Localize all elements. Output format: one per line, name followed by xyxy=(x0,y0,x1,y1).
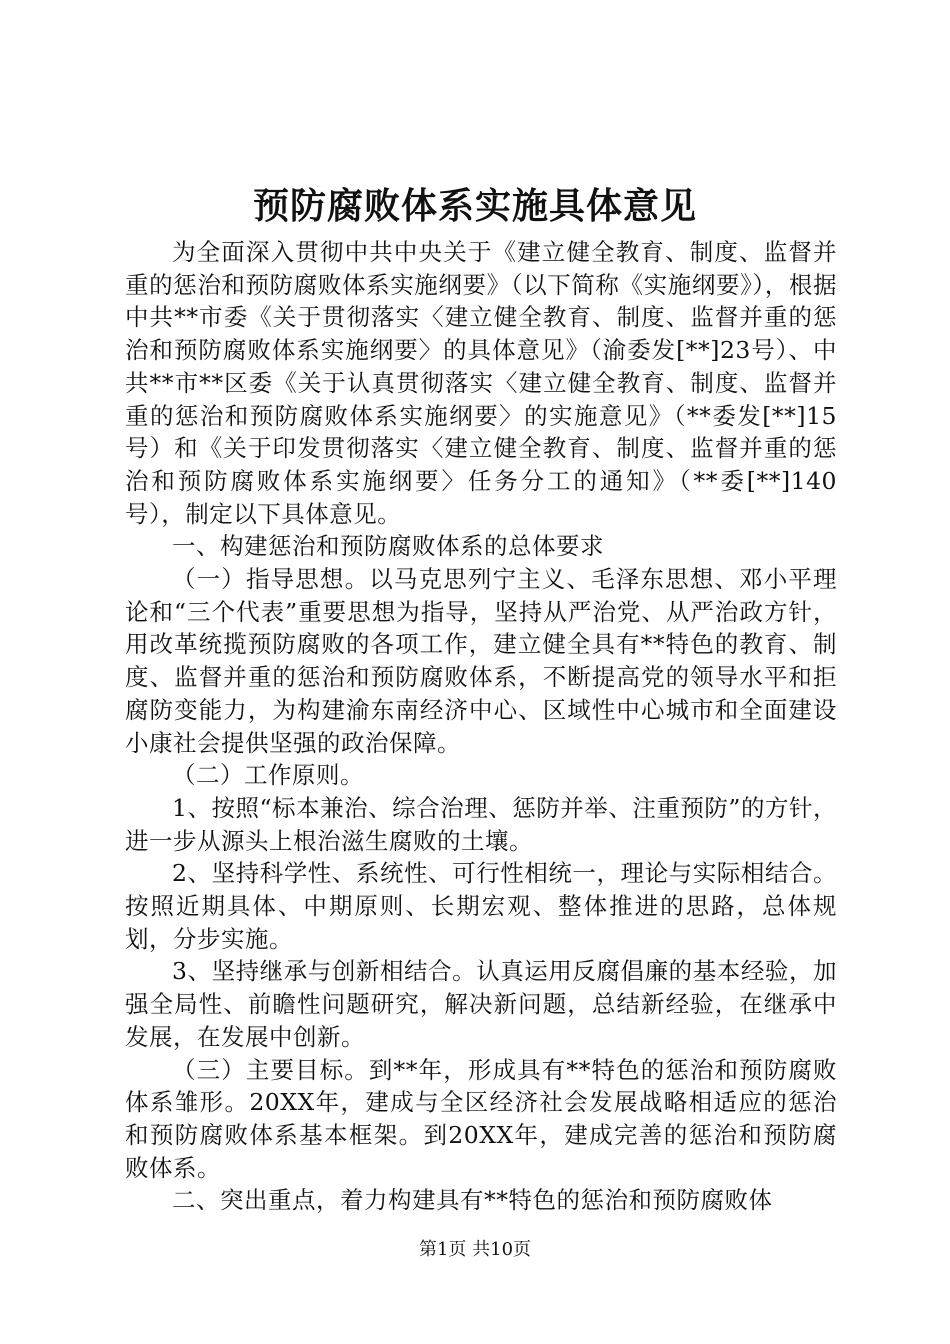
paragraph-principle-2: 2、坚持科学性、系统性、可行性相统一，理论与实际相结合。按照近期具体、中期原则、长期宏观、整体推进的思路，总体规划，分步实施。 xyxy=(125,859,837,953)
paragraph-principle-1: 1、按照“标本兼治、综合治理、惩防并举、注重预防”的方针，进一步从源头上根治滋生腐败的土壤。 xyxy=(125,793,837,855)
section-heading-2: 二、突出重点，着力构建具有**特色的惩治和预防腐败体 xyxy=(172,1186,773,1215)
paragraph-work-principles: （二）工作原则。 xyxy=(172,761,364,790)
paragraph-intro: 为全面深入贯彻中共中央关于《建立健全教育、制度、监督并重的惩治和预防腐败体系实施纲要》（以下简称《实施纲要》），根据中共**市委《关于贯彻落实〈建立健全教育、制度、监督并重的惩治和预防腐败体系实施纲要〉的具体意见》（渝委发[**]23号）、中共**市**区委《关于认真贯彻落实〈建立健全教育、制度、监督并重的惩治和预防腐败体系实施纲要〉的实施意见》（**委发[**]15号）和《关于印发贯彻落实〈建立健全教育、制度、监督并重的惩治和预防腐败体系实施纲要〉任务分工的通知》（**委[**]140号），制定以下具体意见。 xyxy=(125,238,837,528)
paragraph-main-goals: （三）主要目标。到**年，形成具有**特色的惩治和预防腐败体系雏形。20XX年，建成与全区经济社会发展战略相适应的惩治和预防腐败体系基本框架。到20XX年，建成完善的惩治和预防腐败体系。 xyxy=(125,1055,837,1182)
paragraph-guiding-thought: （一）指导思想。以马克思列宁主义、毛泽东思想、邓小平理论和“三个代表”重要思想为指导，坚持从严治党、从严治政方针，用改革统揽预防腐败的各项工作，建立健全具有**特色的教育、制度、监督并重的惩治和预防腐败体系，不断提高党的领导水平和拒腐防变能力，为构建渝东南经济中心、区域性中心城市和全面建设小康社会提供坚强的政治保障。 xyxy=(125,565,837,757)
paragraph-principle-3: 3、坚持继承与创新相结合。认真运用反腐倡廉的基本经验，加强全局性、前瞻性问题研究，解决新问题，总结新经验，在继承中发展，在发展中创新。 xyxy=(125,957,837,1051)
document-body xyxy=(125,236,837,1217)
document-title: 预防腐败体系实施具体意见 xyxy=(252,185,697,227)
page-number: 第1页 共10页 xyxy=(418,1239,532,1260)
section-heading-1: 一、构建惩治和预防腐败体系的总体要求 xyxy=(172,532,604,561)
